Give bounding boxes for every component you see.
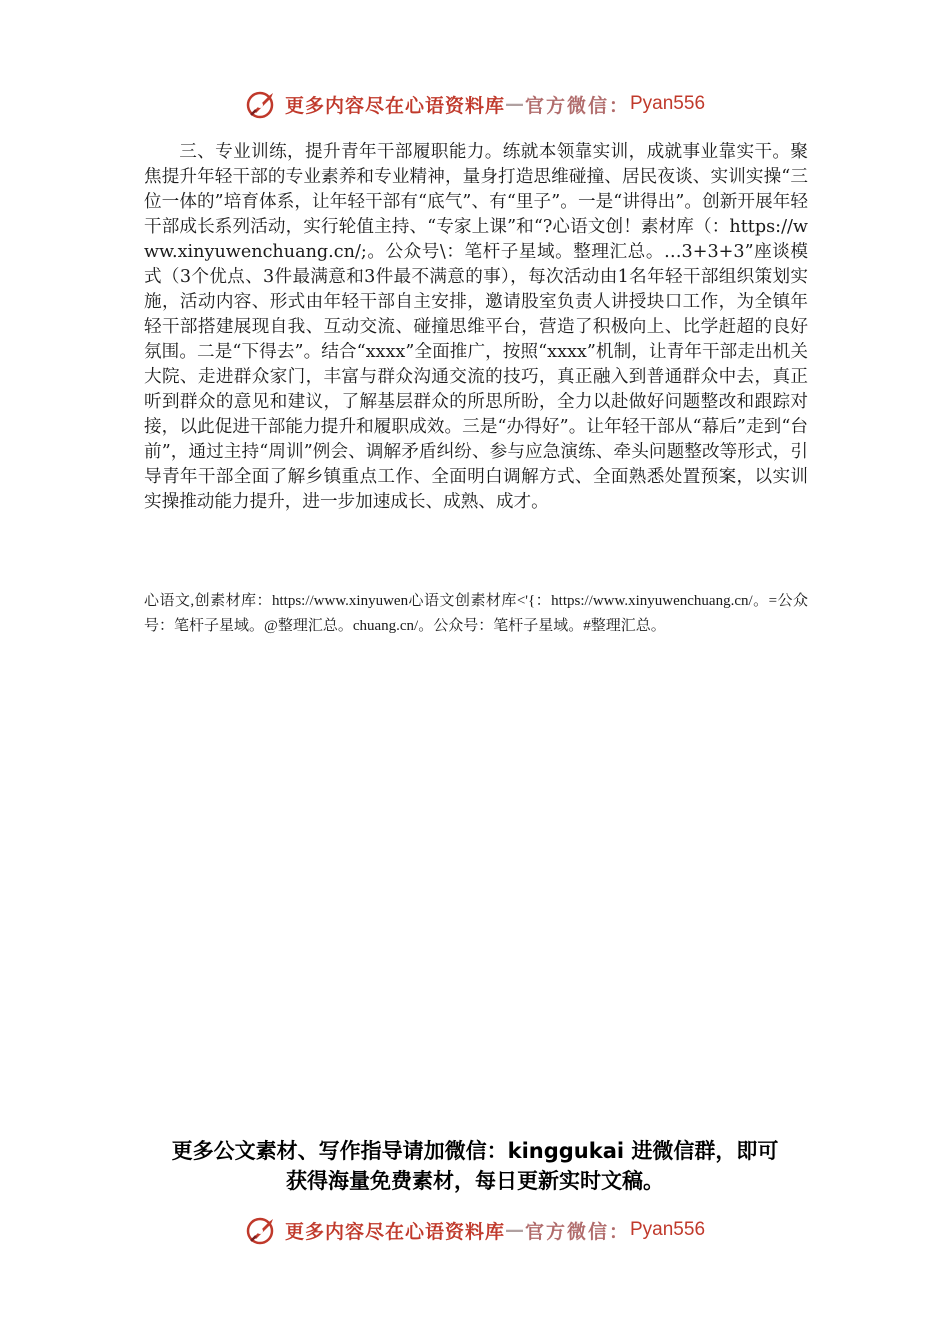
banner-site-text: 更多内容尽在心语资料库: [284, 1220, 505, 1243]
footer-line-2: 获得海量免费素材，每日更新实时文稿。: [286, 1169, 664, 1193]
pen-nib-logo-icon: [245, 87, 279, 121]
header-banner: [0, 82, 950, 126]
banner-separator: —: [504, 93, 525, 115]
source-note-paragraph: 心语文,创素材库：https://www.xinyuwen心语文创素材库<'{：https://www.xinyuwenchuang.cn/。=公众号：笔杆子星域。@整理汇总。chuang.cn/。公众号：笔杆子星域。#整理汇总。: [144, 593, 808, 634]
banner-site-text: 更多内容尽在心语资料库: [284, 94, 505, 117]
footer-line-1: 更多公文素材、写作指导请加微信：kinggukai 进微信群，即可: [171, 1139, 779, 1163]
pen-nib-logo-icon: [245, 1213, 279, 1247]
banner-wechat-id: Pyan556: [630, 1219, 706, 1240]
footer-call-to-action: [120, 1136, 830, 1196]
banner-wechat-label: 官方微信：: [524, 94, 630, 117]
body-paragraph: 三、专业训练，提升青年干部履职能力。练就本领靠实训，成就事业靠实干。聚焦提升年轻干部的专业素养和专业精神，量身打造思维碰撞、居民夜谈、实训实操“三位一体的”培育体系，让年轻干部有“底气”、有“里子”。一是“讲得出”。创新开展年轻干部成长系列活动，实行轮值主持、“专家上课”和“?心语文创！素材库（：https://www.xinyuwenchuang.cn/;。公众号\：笔杆子星域。整理汇总。…3+3+3”座谈模式（3个优点、3件最满意和3件最不满意的事），每次活动由1名年轻干部组织策划实施，活动内容、形式由年轻干部自主安排，邀请股室负责人讲授块口工作，为全镇年轻干部搭建展现自我、互动交流、碰撞思维平台，营造了积极向上、比学赶超的良好氛围。二是“下得去”。结合“xxxx”全面推广，按照“xxxx”机制，让青年干部走出机关大院、走进群众家门，丰富与群众沟通交流的技巧，真正融入到普通群众中去，真正听到群众的意见和建议，了解基层群众的所思所盼，全力以赴做好问题整改和跟踪对接，以此促进干部能力提升和履职成效。三是“办得好”。让年轻干部从“幕后”走到“台前”，通过主持“周训”例会、调解矛盾纠纷、参与应急演练、牵头问题整改等形式，引导青年干部全面了解乡镇重点工作、全面明白调解方式、全面熟悉处置预案，以实训实操推动能力提升，进一步加速成长、成熟、成才。: [144, 142, 808, 512]
footer-banner: [0, 1208, 950, 1252]
banner-wechat-label: 官方微信：: [524, 1220, 630, 1243]
banner-wechat-id: Pyan556: [630, 93, 706, 114]
banner-separator: —: [504, 1219, 525, 1241]
